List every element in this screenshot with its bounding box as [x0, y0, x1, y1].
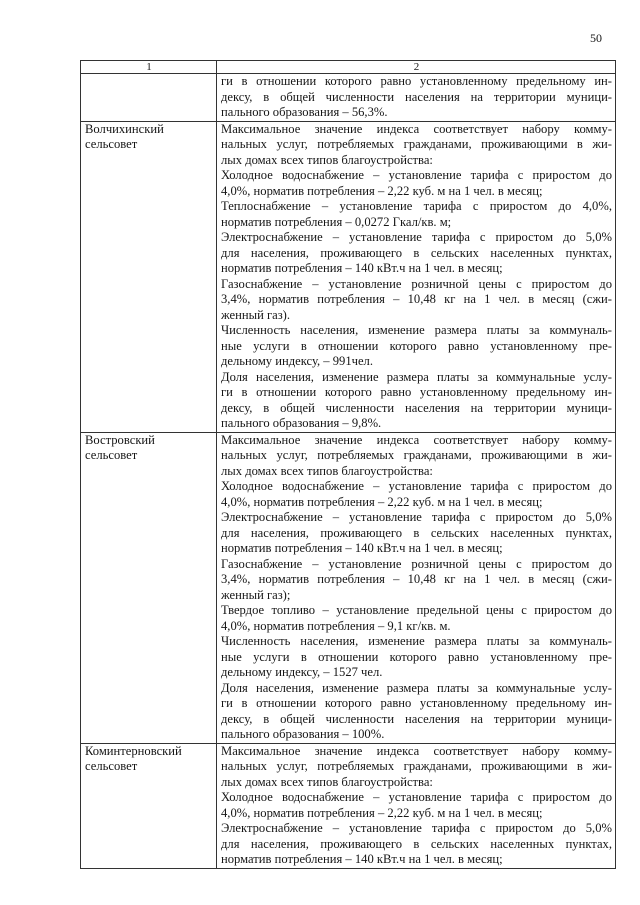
table-row	[81, 74, 616, 122]
text-line: Численность населения, изменение размера платы за коммуналь-	[221, 323, 612, 337]
text-line: нальных услуг, потребляемых гражданами, проживающими в жи-	[221, 137, 612, 151]
text-line: 4,0%, норматив потребления – 9,1 кг/кв. м.	[221, 618, 451, 633]
text-line: ные услуги в отношении которого равно установленному пре-	[221, 649, 612, 664]
table-header-row	[81, 61, 616, 74]
text-line: Максимальное значение индекса соответствует набору комму-	[221, 432, 612, 447]
text-line: дексу, в общей численности населения на территории муници-	[221, 711, 612, 726]
text-line: дексу, в общей численности населения на территории муници-	[221, 400, 612, 415]
municipality-cell	[81, 743, 217, 868]
text-line: Теплоснабжение – установление тарифа с приростом до 4,0%,	[221, 199, 612, 213]
description-paragraph	[221, 199, 612, 230]
description-paragraph	[221, 744, 612, 791]
text-line: нальных услуг, потребляемых гражданами, проживающими в жи-	[221, 759, 612, 773]
text-line: Максимальное значение индекса соответствует набору комму-	[221, 121, 612, 136]
description-paragraph	[221, 510, 612, 557]
page-number: 50	[590, 31, 602, 45]
text-line: норматив потребления – 140 кВт.ч на 1 чел. в месяц;	[221, 261, 503, 275]
text-line: для населения, проживающего в сельских населенных пунктах,	[221, 525, 612, 540]
municipality-cell	[81, 74, 217, 122]
municipality-name-line: Коминтерновский	[85, 743, 182, 758]
text-line: пального образования – 100%.	[221, 727, 385, 741]
text-line: Электроснабжение – установление тарифа с приростом до 5,0%	[221, 821, 612, 835]
text-line: Газоснабжение – установление розничной цены с приростом до	[221, 276, 612, 291]
description-paragraph	[221, 479, 612, 510]
text-line: ги в отношении которого равно установленному предельному ин-	[221, 696, 612, 710]
text-line: ные услуги в отношении которого равно установленному пре-	[221, 338, 612, 353]
text-line: женный газ).	[221, 307, 291, 322]
text-line: дельному индексу, – 1527 чел.	[221, 665, 383, 679]
tariff-table	[80, 60, 616, 869]
text-line: Доля населения, изменение размера платы за коммунальные услу-	[221, 680, 612, 695]
text-line: лых домах всех типов благоустройства:	[221, 463, 433, 478]
header-col-1: 1	[81, 61, 217, 74]
municipality-name-line: Востровский	[85, 432, 155, 447]
description-paragraph	[221, 122, 612, 169]
description-paragraph	[221, 634, 612, 681]
municipality-name-line: Волчихинский	[85, 121, 164, 136]
table-row	[81, 432, 616, 743]
text-line: Холодное водоснабжение – установление тарифа с приростом до	[221, 479, 612, 493]
description-paragraph	[221, 790, 612, 821]
text-line: Максимальное значение индекса соответствует набору комму-	[221, 743, 612, 758]
text-line: лых домах всех типов благоустройства:	[221, 774, 433, 789]
text-line: Холодное водоснабжение – установление тарифа с приростом до	[221, 790, 612, 804]
municipality-name-line: сельсовет	[85, 759, 138, 773]
description-paragraph	[221, 681, 612, 743]
text-line: Доля населения, изменение размера платы за коммунальные услу-	[221, 369, 612, 384]
text-line: Твердое топливо – установление предельной цены с приростом до	[221, 603, 612, 617]
description-paragraph	[221, 230, 612, 277]
description-paragraph	[221, 370, 612, 432]
text-line: лых домах всех типов благоустройства:	[221, 152, 433, 167]
description-cell	[217, 432, 616, 743]
text-line: Электроснабжение – установление тарифа с приростом до 5,0%	[221, 230, 612, 244]
description-paragraph	[221, 74, 612, 121]
text-line: 4,0%, норматив потребления – 2,22 куб. м на 1 чел. в месяц;	[221, 494, 543, 509]
text-line: для населения, проживающего в сельских населенных пунктах,	[221, 245, 612, 260]
text-line: дельному индексу, – 991чел.	[221, 354, 373, 368]
description-paragraph	[221, 323, 612, 370]
text-line: нальных услуг, потребляемых гражданами, проживающими в жи-	[221, 448, 612, 462]
description-paragraph	[221, 603, 612, 634]
description-paragraph	[221, 433, 612, 480]
text-line: Газоснабжение – установление розничной цены с приростом до	[221, 556, 612, 571]
text-line: ги в отношении которого равно установленному предельному ин-	[221, 385, 612, 399]
text-line: норматив потребления – 140 кВт.ч на 1 чел. в месяц;	[221, 852, 503, 866]
text-line: Электроснабжение – установление тарифа с приростом до 5,0%	[221, 510, 612, 524]
municipality-cell	[81, 121, 217, 432]
description-paragraph	[221, 821, 612, 868]
text-line: пального образования – 56,3%.	[221, 105, 388, 119]
text-line: дексу, в общей численности населения на территории муници-	[221, 89, 612, 104]
text-line: 4,0%, норматив потребления – 2,22 куб. м на 1 чел. в месяц;	[221, 805, 543, 820]
text-line: Холодное водоснабжение – установление тарифа с приростом до	[221, 168, 612, 182]
text-line: норматив потребления – 0,0272 Гкал/кв. м;	[221, 214, 452, 229]
municipality-cell	[81, 432, 217, 743]
table-row	[81, 743, 616, 868]
text-line: норматив потребления – 140 кВт.ч на 1 чел. в месяц;	[221, 541, 503, 555]
text-line: 3,4%, норматив потребления – 10,48 кг на 1 чел. в месяц (сжи-	[221, 292, 612, 306]
text-line: для населения, проживающего в сельских населенных пунктах,	[221, 836, 612, 851]
text-line: Численность населения, изменение размера платы за коммуналь-	[221, 634, 612, 648]
description-cell	[217, 121, 616, 432]
municipality-name-line: сельсовет	[85, 448, 138, 462]
description-cell	[217, 74, 616, 122]
description-paragraph	[221, 168, 612, 199]
description-paragraph	[221, 277, 612, 324]
description-paragraph	[221, 557, 612, 604]
text-line: 4,0%, норматив потребления – 2,22 куб. м на 1 чел. в месяц;	[221, 183, 543, 198]
table-row	[81, 121, 616, 432]
text-line: женный газ);	[221, 587, 291, 602]
header-col-2: 2	[217, 61, 616, 74]
municipality-name-line: сельсовет	[85, 137, 138, 151]
description-cell	[217, 743, 616, 868]
text-line: ги в отношении которого равно установленному предельному ин-	[221, 74, 612, 88]
text-line: 3,4%, норматив потребления – 10,48 кг на 1 чел. в месяц (сжи-	[221, 572, 612, 586]
text-line: пального образования – 9,8%.	[221, 416, 382, 430]
